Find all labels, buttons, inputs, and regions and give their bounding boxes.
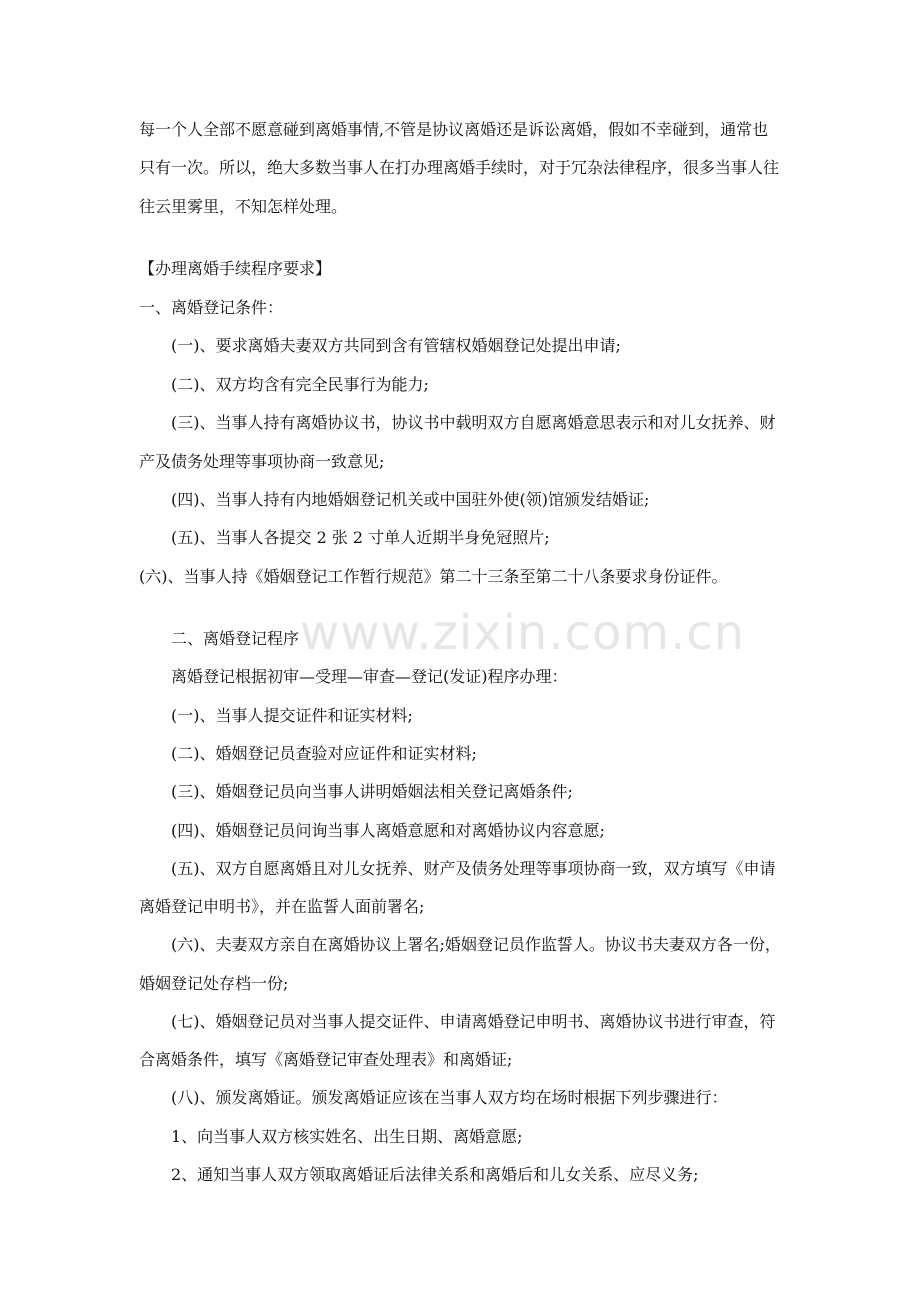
procedure-item-7-line-1: (七)、婚姻登记员对当事人提交证件、申请离婚登记申明书、离婚协议书进行审查，符	[171, 1012, 776, 1031]
procedure-item-6-line-1: (六)、夫妻双方亲自在离婚协议上署名;婚姻登记员作监誓人。协议书夫妻双方各一份，	[171, 935, 781, 954]
intro-line-3: 往云里雾里，不知怎样处理。	[139, 197, 348, 216]
issuance-step-2: 2、通知当事人双方领取离婚证后法律关系和离婚后和儿女关系、应尽义务;	[171, 1165, 699, 1184]
intro-line-2: 只有一次。所以，绝大多数当事人在打办理离婚手续时，对于冗杂法律程序，很多当事人往	[139, 158, 780, 177]
procedure-item-8: (八)、颁发离婚证。颁发离婚证应该在当事人双方均在场时根据下列步骤进行：	[171, 1088, 728, 1107]
section-title: 【办理离婚手续程序要求】	[139, 259, 332, 278]
procedure-item-6-line-2: 婚姻登记处存档一份;	[139, 974, 289, 993]
condition-item-3-line-2: 产及债务处理等事项协商一致意见;	[139, 452, 385, 471]
procedure-item-2: (二)、婚姻登记员查验对应证件和证实材料;	[171, 744, 477, 763]
procedure-intro: 离婚登记根据初审—受理—审查—登记(发证)程序办理：	[171, 667, 568, 686]
condition-item-3-line-1: (三)、当事人持有离婚协议书，协议书中载明双方自愿离婚意思表示和对儿女抚养、财	[171, 413, 776, 432]
issuance-step-1: 1、向当事人双方核实姓名、出生日期、离婚意愿;	[171, 1127, 523, 1146]
watermark: www.zixin.com.cn	[300, 605, 746, 661]
heading-procedure: 二、离婚登记程序	[171, 629, 300, 648]
procedure-item-3: (三)、婚姻登记员向当事人讲明婚姻法相关登记离婚条件;	[171, 782, 573, 801]
condition-item-6: (六)、当事人持《婚姻登记工作暂行规范》第二十三条至第二十八条要求身份证件。	[139, 567, 728, 586]
condition-item-2: (二)、双方均含有完全民事行为能力;	[171, 375, 429, 394]
procedure-item-7-line-2: 合离婚条件，填写《离婚登记审查处理表》和离婚证;	[139, 1050, 513, 1069]
condition-item-5: (五)、当事人各提交 2 张 2 寸单人近期半身免冠照片;	[171, 528, 550, 547]
procedure-item-5-line-1: (五)、双方自愿离婚且对儿女抚养、财产及债务处理等事项协商一致，双方填写《申请	[171, 859, 776, 878]
procedure-item-4: (四)、婚姻登记员问询当事人离婚意愿和对离婚协议内容意愿;	[171, 821, 605, 840]
condition-item-1: (一)、要求离婚夫妻双方共同到含有管辖权婚姻登记处提出申请;	[171, 336, 621, 355]
procedure-item-5-line-2: 离婚登记申明书》，并在监誓人面前署名;	[139, 897, 425, 916]
procedure-item-1: (一)、当事人提交证件和证实材料;	[171, 706, 413, 725]
heading-conditions: 一、离婚登记条件：	[139, 298, 284, 317]
intro-line-1: 每一个人全部不愿意碰到离婚事情,不管是协议离婚还是诉讼离婚，假如不幸碰到，通常也	[139, 120, 769, 139]
condition-item-4: (四)、当事人持有内地婚姻登记机关或中国驻外使(领)馆颁发结婚证;	[171, 490, 650, 509]
